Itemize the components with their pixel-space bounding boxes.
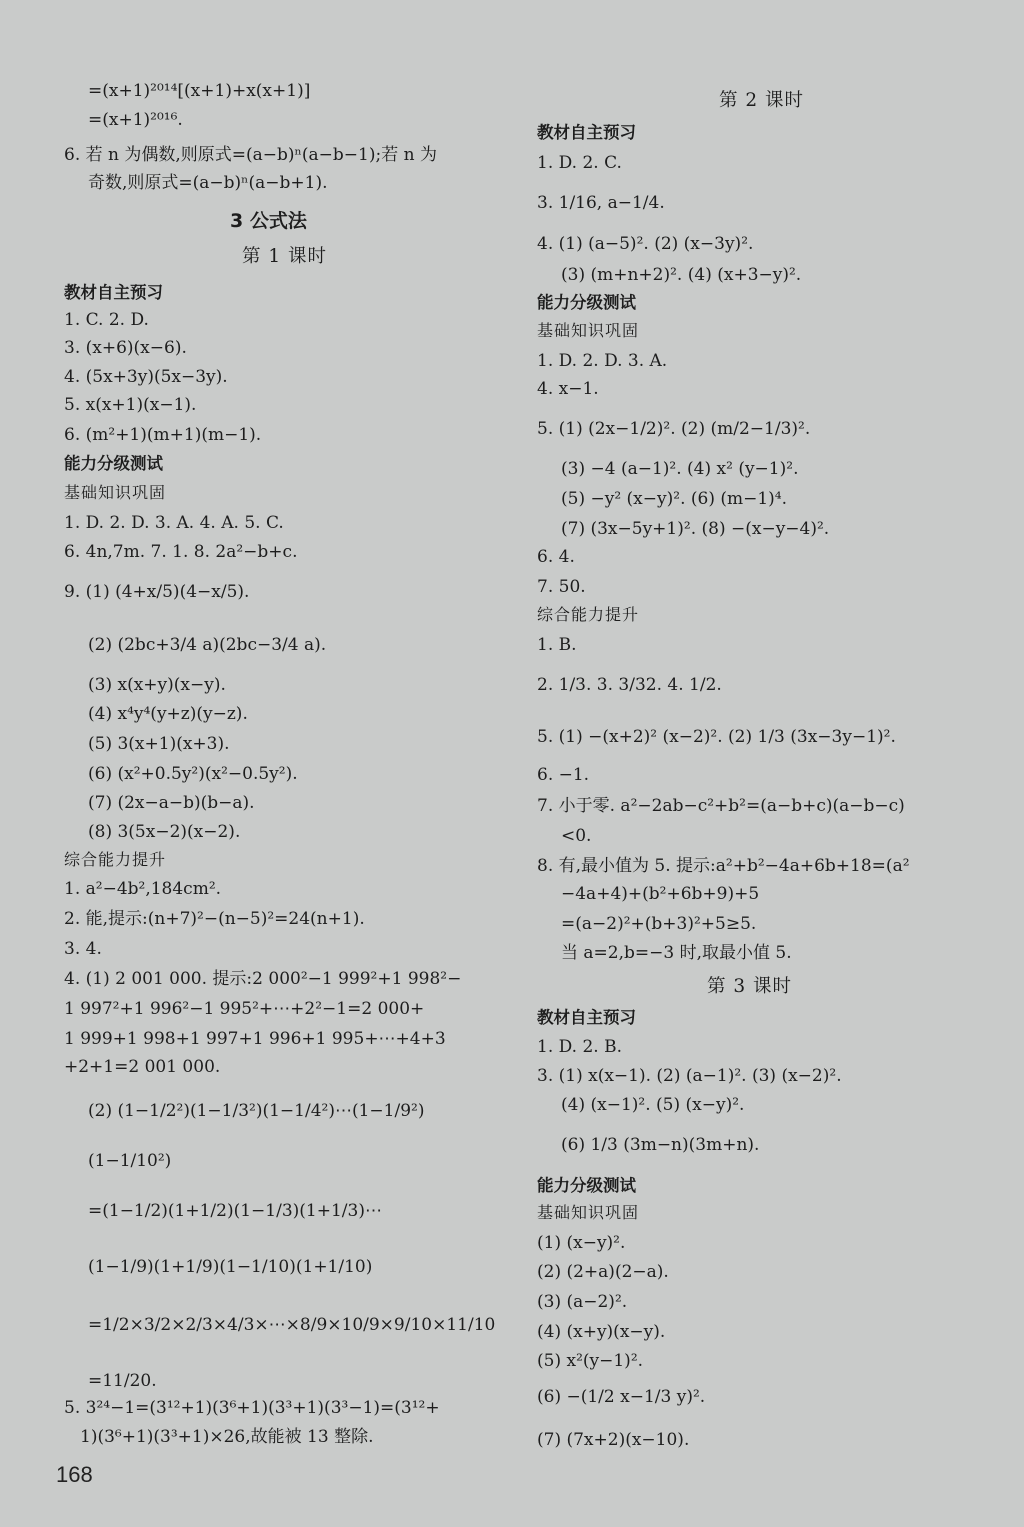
answer-line: (4) x⁴y⁴(y+z)(y−z).: [88, 704, 248, 724]
answer-line: 1. D. 2. B.: [537, 1037, 622, 1057]
answer-line: (3) x(x+y)(x−y).: [88, 675, 226, 695]
subsection-heading: 能力分级测试: [537, 293, 636, 312]
answer-line: 奇数,则原式=(a−b)ⁿ(a−b+1).: [88, 173, 328, 193]
answer-line: 6. −1.: [537, 765, 590, 785]
category-heading: 综合能力提升: [537, 605, 640, 624]
answer-line: 8. 有,最小值为 5. 提示:a²+b²−4a+6b+18=(a²: [537, 856, 910, 876]
answer-line: 1 997²+1 996²−1 995²+⋯+2²−1=2 000+: [64, 999, 425, 1019]
answer-line: (2) (2+a)(2−a).: [537, 1262, 669, 1282]
answer-line: 2. 1/3. 3. 3/32. 4. 1/2.: [537, 675, 722, 695]
answer-line: 7. 50.: [537, 577, 586, 597]
answer-line: =1/2×3/2×2/3×4/3×⋯×8/9×10/9×9/10×11/10: [88, 1315, 496, 1335]
answer-line: 4. x−1.: [537, 379, 599, 399]
answer-line: 7. 小于零. a²−2ab−c²+b²=(a−b+c)(a−b−c): [537, 796, 905, 816]
answer-line: (4) (x+y)(x−y).: [537, 1322, 666, 1342]
answer-line: (6) 1/3 (3m−n)(3m+n).: [561, 1135, 760, 1155]
answer-line: 1 999+1 998+1 997+1 996+1 995+⋯+4+3: [64, 1029, 446, 1049]
subsection-heading: 教材自主预习: [64, 283, 163, 302]
subsection-heading: 能力分级测试: [64, 454, 163, 473]
answer-line: (2) (2bc+3/4 a)(2bc−3/4 a).: [88, 635, 327, 655]
answer-line: 6. 若 n 为偶数,则原式=(a−b)ⁿ(a−b−1);若 n 为: [64, 145, 437, 165]
category-heading: 基础知识巩固: [64, 483, 167, 502]
answer-line: (7) (7x+2)(x−10).: [537, 1430, 690, 1450]
answer-line: (6) −(1/2 x−1/3 y)².: [537, 1387, 706, 1407]
answer-line: 1)(3⁶+1)(3³+1)×26,故能被 13 整除.: [80, 1427, 374, 1447]
answer-line: =(a−2)²+(b+3)²+5≥5.: [561, 914, 757, 934]
answer-line: 3. (x+6)(x−6).: [64, 338, 187, 358]
answer-line: 4. (1) 2 001 000. 提示:2 000²−1 999²+1 998²−: [64, 969, 462, 989]
answer-line: (8) 3(5x−2)(x−2).: [88, 822, 241, 842]
answer-line: 1. a²−4b²,184cm².: [64, 879, 222, 899]
category-heading: 基础知识巩固: [537, 321, 640, 340]
answer-line: (1) (x−y)².: [537, 1233, 626, 1253]
answer-line: 5. 3²⁴−1=(3¹²+1)(3⁶+1)(3³+1)(3³−1)=(3¹²+: [64, 1398, 440, 1418]
answer-line: 6. 4.: [537, 547, 575, 567]
answer-line: 5. (1) −(x+2)² (x−2)². (2) 1/3 (3x−3y−1)².: [537, 727, 896, 747]
answer-line: 1. D. 2. C.: [537, 153, 622, 173]
answer-line: (2) (1−1/2²)(1−1/3²)(1−1/4²)⋯(1−1/9²): [88, 1101, 425, 1121]
answer-line: 1. D. 2. D. 3. A.: [537, 351, 668, 371]
lesson-title: 第 1 课时: [242, 246, 328, 267]
answer-line: (5) x²(y−1)².: [537, 1351, 644, 1371]
answer-line: 6. 4n,7m. 7. 1. 8. 2a²−b+c.: [64, 542, 298, 562]
answer-line: 6. (m²+1)(m+1)(m−1).: [64, 425, 262, 445]
answer-line: 3. (1) x(x−1). (2) (a−1)². (3) (x−2)².: [537, 1066, 842, 1086]
answer-line: 当 a=2,b=−3 时,取最小值 5.: [561, 943, 792, 963]
answer-line: (1−1/10²): [88, 1151, 172, 1171]
answer-line: (7) (2x−a−b)(b−a).: [88, 793, 255, 813]
answer-line: (3) (m+n+2)². (4) (x+3−y)².: [561, 265, 802, 285]
answer-line: =(1−1/2)(1+1/2)(1−1/3)(1+1/3)⋯: [88, 1201, 382, 1221]
subsection-heading: 教材自主预习: [537, 123, 636, 142]
subsection-heading: 教材自主预习: [537, 1008, 636, 1027]
answer-line: +2+1=2 001 000.: [64, 1057, 221, 1077]
answer-line: −4a+4)+(b²+6b+9)+5: [561, 884, 760, 904]
lesson-title: 第 3 课时: [707, 976, 793, 997]
answer-line: =11/20.: [88, 1371, 157, 1391]
subsection-heading: 能力分级测试: [537, 1176, 636, 1195]
answer-line: (3) −4 (a−1)². (4) x² (y−1)².: [561, 459, 799, 479]
answer-line: 3. 1/16, a−1/4.: [537, 193, 665, 213]
answer-line: 4. (5x+3y)(5x−3y).: [64, 367, 228, 387]
lesson-title: 第 2 课时: [719, 90, 805, 111]
category-heading: 基础知识巩固: [537, 1203, 640, 1222]
answer-line: (4) (x−1)². (5) (x−y)².: [561, 1095, 745, 1115]
answer-line: (3) (a−2)².: [537, 1292, 628, 1312]
section-title: 3 公式法: [230, 210, 307, 232]
answer-line: (6) (x²+0.5y²)(x²−0.5y²).: [88, 764, 298, 784]
answer-line: =(x+1)²⁰¹⁴[(x+1)+x(x+1)]: [88, 81, 311, 101]
answer-line: <0.: [561, 826, 592, 846]
answer-line: 1. B.: [537, 635, 577, 655]
answer-line: 4. (1) (a−5)². (2) (x−3y)².: [537, 234, 754, 254]
answer-line: (5) 3(x+1)(x+3).: [88, 734, 230, 754]
answer-line: =(x+1)²⁰¹⁶.: [88, 110, 183, 130]
answer-line: 5. x(x+1)(x−1).: [64, 395, 197, 415]
answer-line: 9. (1) (4+x/5)(4−x/5).: [64, 582, 250, 602]
answer-line: 3. 4.: [64, 939, 102, 959]
answer-line: (7) (3x−5y+1)². (8) −(x−y−4)².: [561, 519, 830, 539]
answer-line: (5) −y² (x−y)². (6) (m−1)⁴.: [561, 489, 788, 509]
page-number: 168: [56, 1462, 93, 1487]
answer-line: 2. 能,提示:(n+7)²−(n−5)²=24(n+1).: [64, 909, 365, 929]
answer-line: 1. D. 2. D. 3. A. 4. A. 5. C.: [64, 513, 284, 533]
answer-line: (1−1/9)(1+1/9)(1−1/10)(1+1/10): [88, 1257, 373, 1277]
answer-line: 5. (1) (2x−1/2)². (2) (m/2−1/3)².: [537, 419, 811, 439]
category-heading: 综合能力提升: [64, 850, 167, 869]
answer-line: 1. C. 2. D.: [64, 310, 149, 330]
